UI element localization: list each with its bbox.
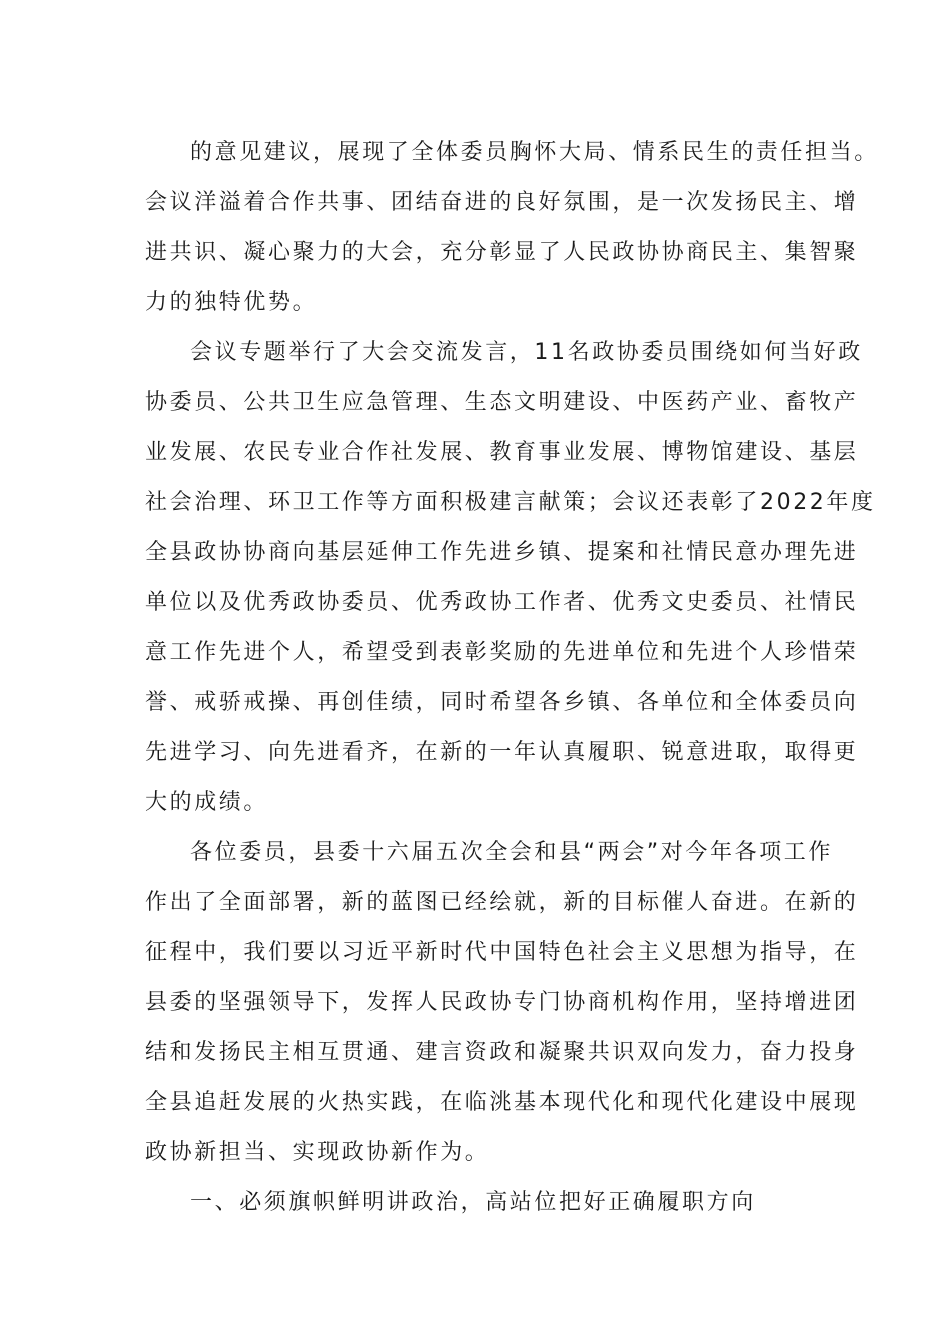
text-line: 全县政协协商向基层延伸工作先进乡镇、提案和社情民意办理先进 bbox=[145, 540, 859, 565]
text-line: 结和发扬民主相互贯通、建言资政和凝聚共识双向发力，奋力投身 bbox=[145, 1040, 859, 1065]
text-line: 意工作先进个人，希望受到表彰奖励的先进单位和先进个人珍惜荣 bbox=[145, 640, 859, 665]
section-heading bbox=[145, 1178, 815, 1228]
text-line: 单位以及优秀政协委员、优秀政协工作者、优秀文史委员、社情民 bbox=[145, 590, 859, 615]
paragraph-2 bbox=[145, 328, 876, 828]
text-line: 作出了全面部署，新的蓝图已经绘就，新的目标催人奋进。在新的 bbox=[145, 890, 859, 915]
paragraph-1 bbox=[145, 128, 879, 328]
text-line: 协委员、公共卫生应急管理、生态文明建设、中医药产业、畜牧产 bbox=[145, 390, 859, 415]
text-line: 社会治理、环卫工作等方面积极建言献策；会议还表彰了2022年度 bbox=[145, 490, 876, 515]
text-line: 进共识、凝心聚力的大会，充分彰显了人民政协协商民主、集智聚 bbox=[145, 240, 859, 265]
text-line: 全县追赶发展的火热实践，在临洮基本现代化和现代化建设中展现 bbox=[145, 1090, 859, 1115]
text-line: 征程中，我们要以习近平新时代中国特色社会主义思想为指导，在 bbox=[145, 940, 859, 965]
paragraph-3 bbox=[145, 828, 859, 1178]
text-line: 先进学习、向先进看齐，在新的一年认真履职、锐意进取，取得更 bbox=[145, 740, 859, 765]
text-line: 政协新担当、实现政协新作为。 bbox=[145, 1140, 490, 1165]
text-line: 大的成绩。 bbox=[145, 790, 269, 815]
heading-line: 一、必须旗帜鲜明讲政治，高站位把好正确履职方向 bbox=[190, 1190, 756, 1215]
text-line: 会议洋溢着合作共事、团结奋进的良好氛围，是一次发扬民主、增 bbox=[145, 190, 859, 215]
text-line: 的意见建议，展现了全体委员胸怀大局、情系民生的责任担当。 bbox=[190, 140, 879, 165]
text-line: 誉、戒骄戒操、再创佳绩，同时希望各乡镇、各单位和全体委员向 bbox=[145, 690, 859, 715]
text-line: 会议专题举行了大会交流发言，11名政协委员围绕如何当好政 bbox=[190, 340, 863, 365]
text-line: 业发展、农民专业合作社发展、教育事业发展、博物馆建设、基层 bbox=[145, 440, 859, 465]
text-line: 力的独特优势。 bbox=[145, 290, 318, 315]
document-body bbox=[145, 128, 879, 1228]
text-line: 县委的坚强领导下，发挥人民政协专门协商机构作用，坚持增进团 bbox=[145, 990, 859, 1015]
text-line: 各位委员，县委十六届五次全会和县“两会”对今年各项工作 bbox=[190, 840, 833, 865]
